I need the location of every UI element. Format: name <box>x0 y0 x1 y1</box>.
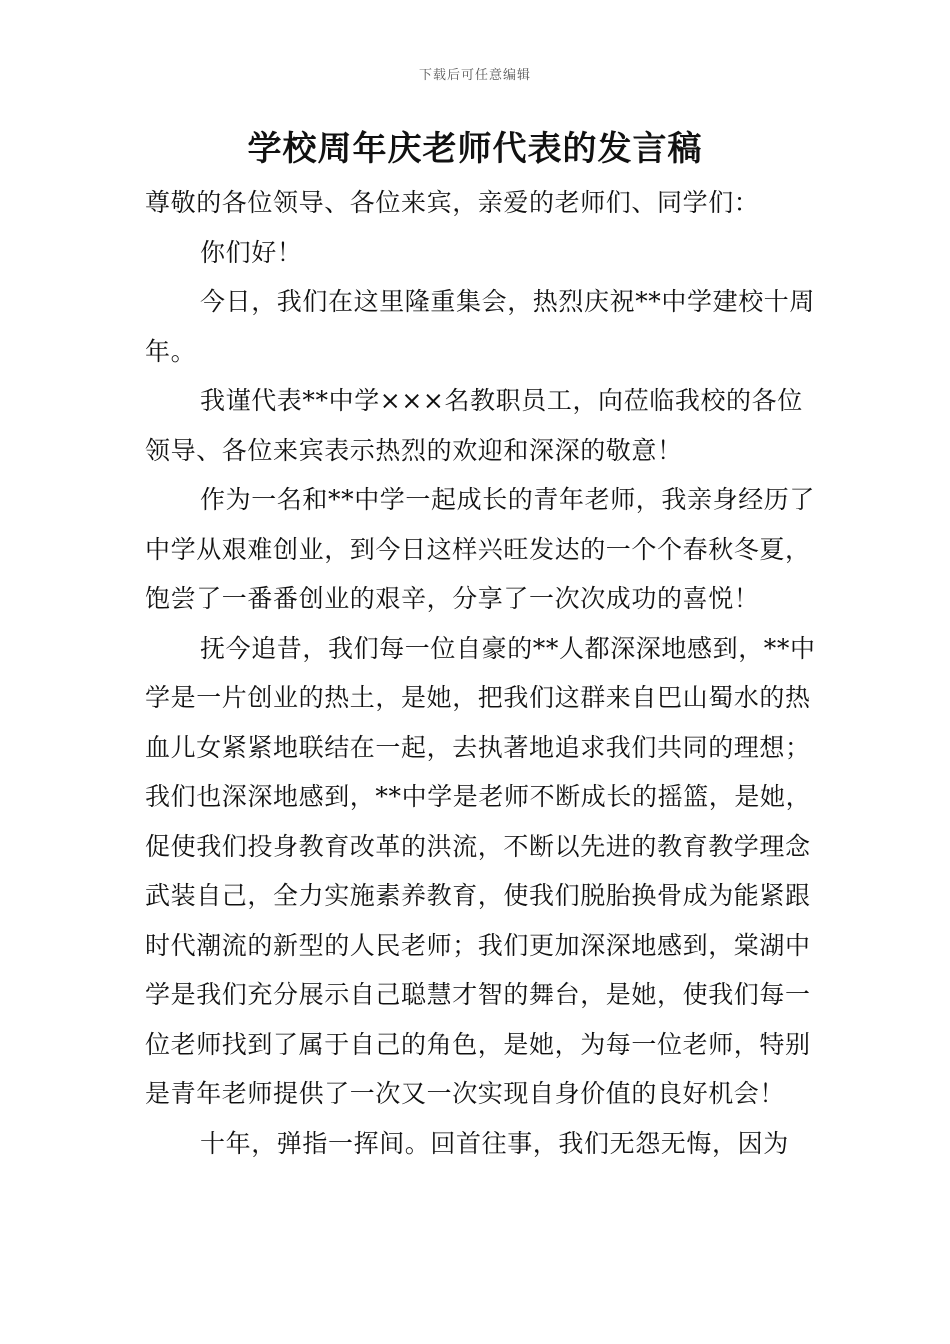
document-body <box>145 178 825 1168</box>
salutation: 尊敬的各位领导、各位来宾，亲爱的老师们、同学们： <box>145 188 760 217</box>
paragraph-reflection: 抚今追昔，我们每一位自豪的**人都深深地感到，**中学是一片创业的热土，是她，把我们这群来自巴山蜀水的热血儿女紧紧地联结在一起，去执著地追求我们共同的理想；我们也深深地感到，**中学是老师不断成长的摇篮，是她，促使我们投身教育改革的洪流，不断以先进的教育教学理念武装自己，全力实施素养教育，使我们脱胎换骨成为能紧跟时代潮流的新型的人民老师；我们更加深深地感到，棠湖中学是我们充分展示自己聪慧才智的舞台，是她，使我们每一位老师找到了属于自己的角色，是她，为每一位老师，特别是青年老师提供了一次又一次实现自身价值的良好机会！ <box>145 633 816 1108</box>
paragraph-greeting: 你们好！ <box>200 237 303 267</box>
document-title: 学校周年庆老师代表的发言稿 <box>247 129 703 169</box>
paragraph-decade: 十年，弹指一挥间。回首往事，我们无怨无悔，因为 <box>200 1128 789 1158</box>
paragraph-welcome: 我谨代表**中学×××名教职员工，向莅临我校的各位领导、各位来宾表示热烈的欢迎和深深的敬意！ <box>145 386 803 465</box>
page-header-note: 下载后可任意编辑 <box>418 68 531 83</box>
paragraph-experience: 作为一名和**中学一起成长的青年老师，我亲身经历了中学从艰难创业，到今日这样兴旺发达的一个个春秋冬夏，饱尝了一番番创业的艰辛，分享了一次次成功的喜悦！ <box>145 485 816 613</box>
paragraph-celebration: 今日，我们在这里隆重集会，热烈庆祝**中学建校十周年。 <box>145 287 816 366</box>
